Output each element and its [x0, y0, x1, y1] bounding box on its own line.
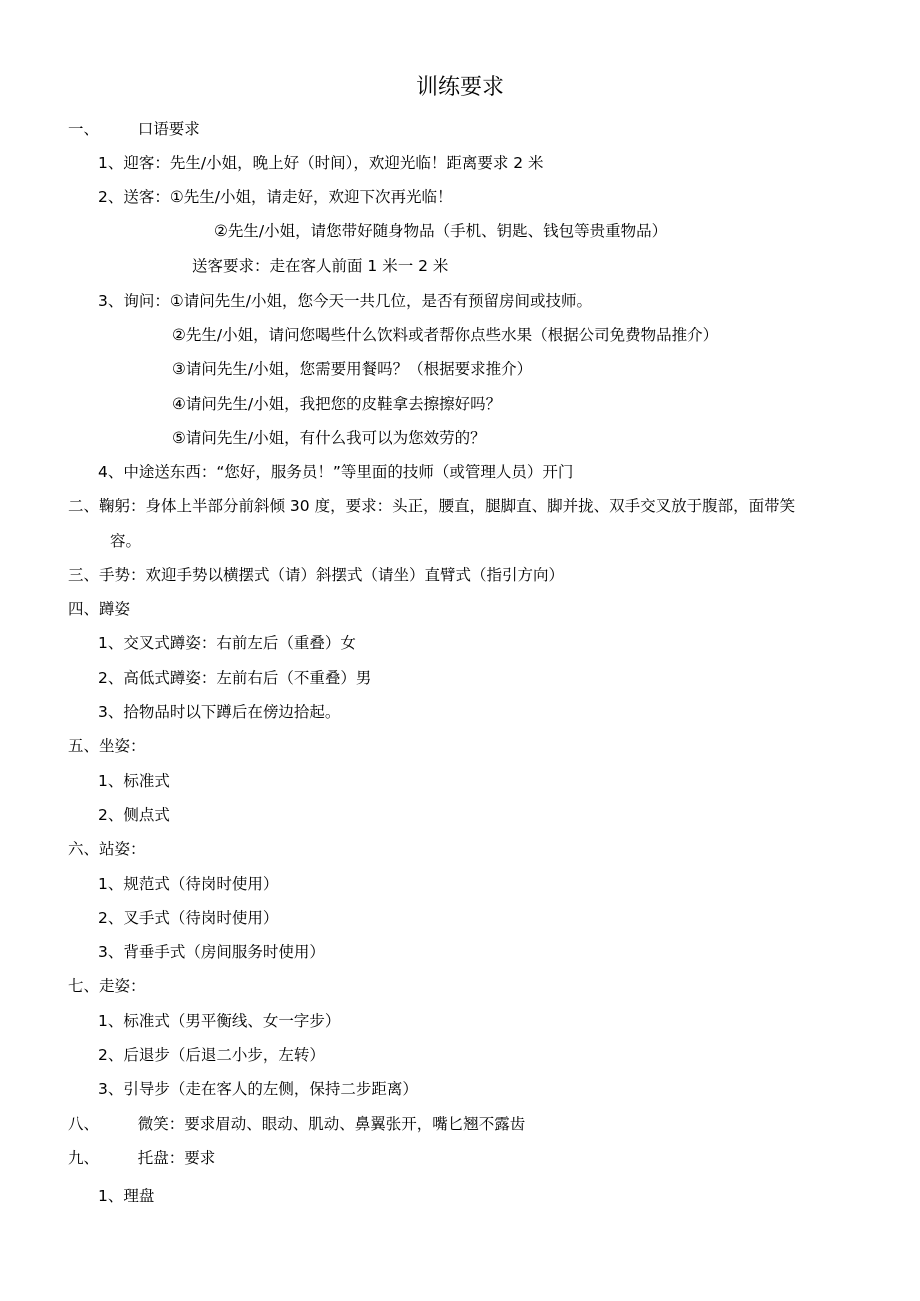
list-item: 1、迎客：先生/小姐，晚上好（时间），欢迎光临！距离要求 2 米 [98, 154, 544, 172]
list-item: 2、侧点式 [98, 806, 170, 824]
list-item: 3、拾物品时以下蹲后在傍边拾起。 [98, 703, 341, 721]
list-item: 1、规范式（待岗时使用） [98, 875, 279, 893]
list-item: 3、询问：①请问先生/小姐，您今天一共几位，是否有预留房间或技师。 [98, 292, 592, 310]
list-item: 4、中途送东西：“您好，服务员！”等里面的技师（或管理人员）开门 [98, 463, 574, 481]
section-heading: 四、蹲姿 [68, 600, 131, 618]
list-item: 1、理盘 [98, 1187, 155, 1205]
list-item: 3、背垂手式（房间服务时使用） [98, 943, 325, 961]
section-heading: 三、手势：欢迎手势以横摆式（请）斜摆式（请坐）直臂式（指引方向） [68, 566, 565, 584]
document-title: 训练要求 [415, 75, 504, 100]
list-item: 1、标准式（男平衡线、女一字步） [98, 1012, 341, 1030]
list-subitem: ②先生/小姐，请问您喝些什么饮料或者帮你点些水果（根据公司免费物品推介） [172, 326, 719, 344]
list-item: 3、引导步（走在客人的左侧，保持二步距离） [98, 1080, 418, 1098]
section-heading: 一、 口语要求 [68, 120, 200, 138]
section-heading: 六、站姿： [68, 840, 146, 858]
section-heading: 二、鞠躬：身体上半部分前斜倾 30 度，要求：头正，腰直，腿脚直、脚并拢、双手交叉放于腹部，面带笑 [68, 497, 796, 515]
section-heading: 八、 微笑：要求眉动、眼动、肌动、鼻翼张开，嘴匕翘不露齿 [68, 1115, 526, 1133]
section-continuation: 容。 [110, 532, 142, 550]
list-subitem: ④请问先生/小姐，我把您的皮鞋拿去擦擦好吗？ [172, 395, 502, 413]
list-item: 2、高低式蹲姿：左前右后（不重叠）男 [98, 669, 372, 687]
list-subitem: ⑤请问先生/小姐，有什么我可以为您效劳的？ [172, 429, 486, 447]
section-heading: 七、走姿： [68, 977, 146, 995]
list-item: 2、叉手式（待岗时使用） [98, 909, 279, 927]
section-heading: 九、 托盘：要求 [68, 1149, 216, 1167]
list-item: 1、交叉式蹲姿：右前左后（重叠）女 [98, 634, 356, 652]
list-item: 2、后退步（后退二小步，左转） [98, 1046, 325, 1064]
list-subitem: ②先生/小姐，请您带好随身物品（手机、钥匙、钱包等贵重物品） [214, 222, 668, 240]
list-item: 1、标准式 [98, 772, 170, 790]
list-note: 送客要求：走在客人前面 1 米一 2 米 [192, 257, 449, 275]
list-subitem: ③请问先生/小姐，您需要用餐吗？（根据要求推介） [172, 360, 533, 378]
section-heading: 五、坐姿： [68, 737, 146, 755]
list-item: 2、送客：①先生/小姐，请走好，欢迎下次再光临！ [98, 188, 453, 206]
